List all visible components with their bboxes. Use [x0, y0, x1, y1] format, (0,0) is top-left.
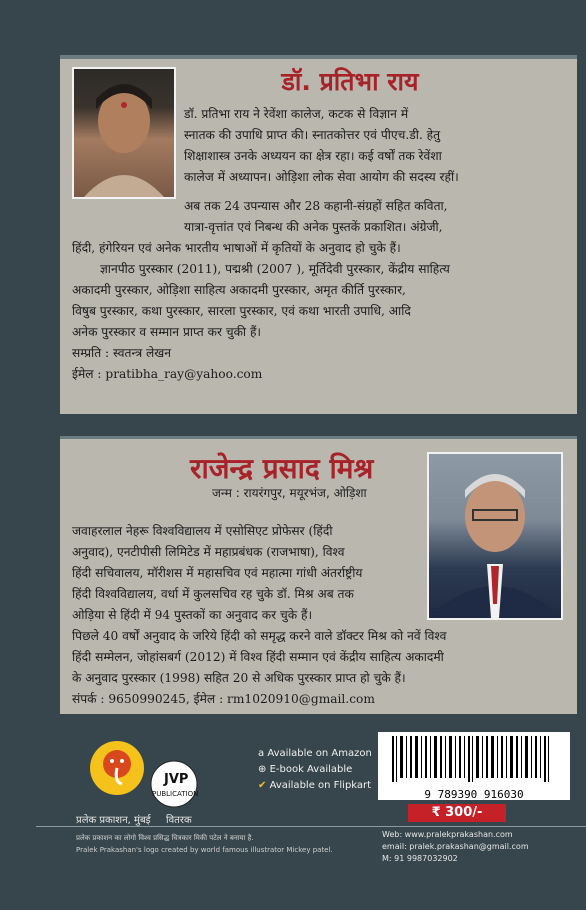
bio-line: हिंदी सचिवालय, मॉरीशस में महासचिव एवं महात्मा गांधी अंतर्राष्ट्रीय: [72, 566, 363, 580]
bio-line: ज्ञानपीठ पुरस्कार (2011), पद्मश्री (2007 ), मूर्तिदेवी पुरस्कार, केंद्रीय साहित्य: [100, 262, 450, 276]
bio-line: अनेक पुरस्कार व सम्मान प्राप्त कर चुकी हैं।: [72, 325, 262, 339]
barcode: [378, 732, 570, 800]
bio-line: अब तक 24 उपन्यास और 28 कहानी-संग्रहों सहित कविता,: [184, 199, 448, 213]
availability-item: ✔ Available on Flipkart: [258, 780, 372, 791]
email-link[interactable]: email: pralek.prakashan@gmail.com: [382, 842, 529, 851]
author2-bio-bottom: [72, 605, 567, 710]
credit-hindi: प्रलेक प्रकाशन का लोगो विश्व प्रसिद्ध चित्रकार मिकी पटेल ने बनाया है.: [76, 834, 254, 842]
web-link[interactable]: Web: www.pralekprakashan.com: [382, 830, 513, 839]
bio-line: विषुब पुरस्कार, कथा पुरस्कार, सारला पुरस्कार, एवं कथा भारती उपाधि, आदि: [72, 304, 411, 318]
author2-name: राजेन्द्र प्रसाद मिश्र: [190, 452, 374, 485]
availability-text: E-book Available: [269, 764, 353, 775]
barcode-number: 9 789390 916030: [424, 788, 524, 801]
bio-line: स्नातक की उपाधि प्राप्त की। स्नातकोत्तर एवं पीएच.डी. हेतु: [184, 128, 441, 142]
author2-photo: [427, 452, 563, 620]
availability-item: ⊕ E-book Available: [258, 764, 353, 775]
author2-bio-top: [72, 521, 422, 605]
author1-name: डॉ. प्रतिभा राय: [281, 67, 419, 96]
author1-portrait-icon: [74, 69, 174, 197]
jvp-text: JVP: [164, 772, 189, 787]
bio-line: अकादमी पुरस्कार, ओड़िशा साहित्य अकादमी पुरस्कार, अमृत कीर्ति पुरस्कार,: [72, 283, 406, 297]
bio-line: अनुवाद), एनटीपीसी लिमिटेड में महाप्रबंधक (राजभाषा), विश्व: [72, 545, 345, 559]
availability-text: Available on Amazon: [267, 748, 372, 759]
mobile-number: M: 91 9987032902: [382, 854, 458, 863]
bio-line: हिंदी सम्मेलन, जोहांसबर्ग (2012) में विश्व हिंदी सम्मान एवं केंद्रीय साहित्य अकादमी: [72, 650, 444, 664]
bio-line: कालेज में अध्यापन। ओड़िशा लोक सेवा आयोग की सदस्य रहीं।: [184, 170, 459, 184]
author1-bio-top: [184, 104, 568, 188]
footer-divider: [36, 826, 586, 827]
bio-line: हिंदी विश्वविद्यालय, वर्धा में कुलसचिव रह चुके डॉ. मिश्र अब तक: [72, 587, 354, 601]
author2-contact: संपर्क : 9650990245, ईमेल : rm1020910@gmail.com: [72, 692, 375, 706]
author1-email: ईमेल : pratibha_ray@yahoo.com: [72, 367, 263, 381]
availability-text: Available on Flipkart: [269, 780, 372, 791]
publisher-label: प्रलेक प्रकाशन, मुंबई: [76, 815, 151, 826]
distributor-label: वितरक: [166, 815, 192, 826]
bio-line: हिंदी, हंगेरियन एवं अनेक भारतीय भाषाओं में कृतियों के अनुवाद हो चुके हैं।: [72, 241, 401, 255]
author2-birth: जन्म : रायरंगपुर, मयूरभंज, ओड़िशा: [212, 486, 367, 500]
author1-bio-bottom: [72, 196, 568, 385]
bio-line: सम्प्रति : स्वतन्त्र लेखन: [72, 346, 172, 360]
credit-english: Pralek Prakashan's logo created by world famous illustrator Mickey patel.: [76, 846, 333, 854]
author1-photo: [72, 67, 176, 199]
bio-line: डॉ. प्रतिभा राय ने रेवेंशा कालेज, कटक से विज्ञान में: [184, 107, 409, 121]
bio-line: यात्रा-वृत्तांत एवं निबन्ध की अनेक पुस्तकें प्रकाशित। अंग्रेजी,: [184, 220, 443, 234]
availability-item: a Available on Amazon: [258, 748, 372, 759]
bio-line: जवाहरलाल नेहरू विश्वविद्यालय में एसोसिएट प्रोफेसर (हिंदी: [72, 524, 333, 538]
author2-portrait-icon: [429, 454, 561, 618]
publisher-logo: [88, 734, 146, 810]
price-tag: ₹ 300/-: [408, 804, 506, 822]
jvp-sub: PUBLICATION: [152, 790, 199, 798]
barcode-icon: [378, 732, 570, 784]
bio-line: शिक्षाशास्त्र उनके अध्ययन का क्षेत्र रहा। कई वर्षों तक रेवेंशा: [184, 149, 442, 163]
bio-line: ओड़िया से हिंदी में 94 पुस्तकों का अनुवाद कर चुके हैं।: [72, 608, 313, 622]
bio-line: के अनुवाद पुरस्कार (1998) सहित 20 से अधिक पुरस्कार प्राप्त हो चुके हैं।: [72, 671, 406, 685]
bio-line: पिछले 40 वर्षों अनुवाद के जरिये हिंदी को समृद्ध करने वाले डॉक्टर मिश्र को नवें विश्व: [72, 629, 447, 643]
ganesha-logo-icon: [88, 734, 146, 810]
